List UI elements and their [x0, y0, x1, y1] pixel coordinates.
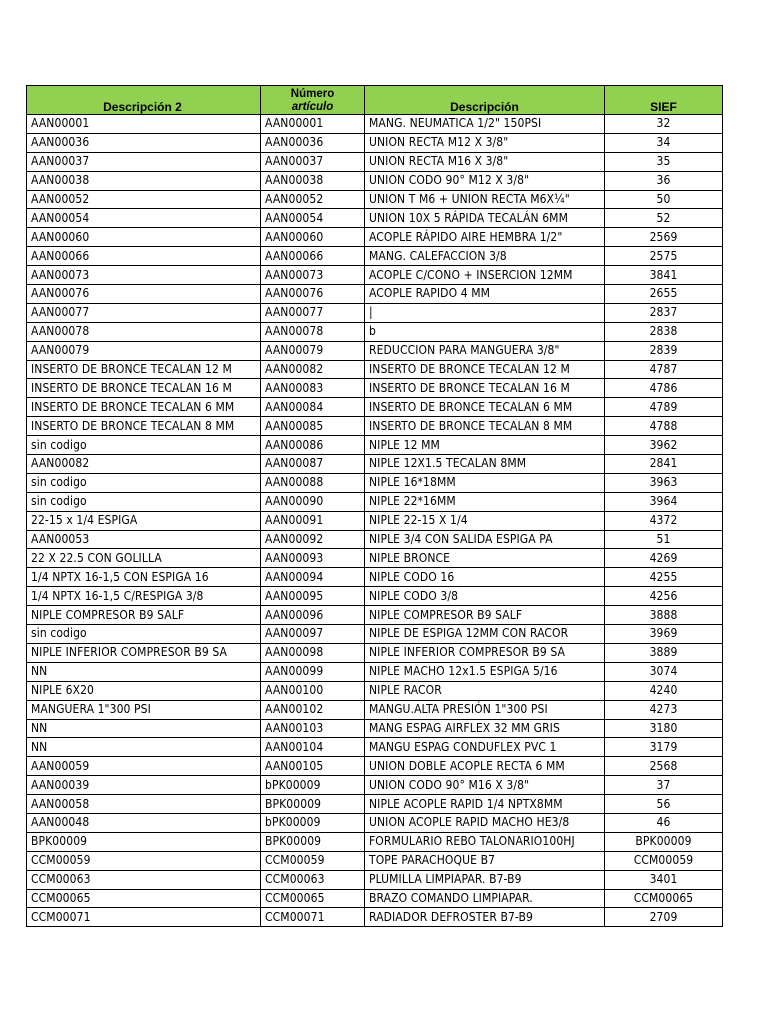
cell-descripcion: NIPLE RACOR: [365, 681, 605, 700]
cell-descripcion: NIPLE 12X1.5 TECALAN 8MM: [365, 455, 605, 474]
cell-sief: 3964: [605, 492, 723, 511]
cell-descripcion-2: CCM00065: [27, 889, 261, 908]
cell-numero-articulo: AAN00087: [261, 455, 365, 474]
cell-descripcion: UNION CODO 90° M12 X 3/8": [365, 171, 605, 190]
cell-descripcion-2: AAN00039: [27, 776, 261, 795]
cell-sief: 4787: [605, 360, 723, 379]
cell-sief: 4789: [605, 398, 723, 417]
cell-descripcion: BRAZO COMANDO LIMPIAPAR.: [365, 889, 605, 908]
cell-descripcion-2: AAN00066: [27, 247, 261, 266]
cell-descripcion: RADIADOR DEFROSTER B7-B9: [365, 908, 605, 927]
cell-numero-articulo: CCM00071: [261, 908, 365, 927]
cell-numero-articulo: AAN00083: [261, 379, 365, 398]
cell-numero-articulo: AAN00036: [261, 133, 365, 152]
cell-sief: 4255: [605, 568, 723, 587]
cell-numero-articulo: AAN00102: [261, 700, 365, 719]
header-numero-line1: Número: [290, 88, 335, 100]
cell-numero-articulo: AAN00097: [261, 625, 365, 644]
table-row: [27, 530, 723, 549]
table-row: [27, 625, 723, 644]
cell-sief: 2839: [605, 341, 723, 360]
cell-descripcion: UNION DOBLE ACOPLE RECTA 6 MM: [365, 757, 605, 776]
table-row: [27, 341, 723, 360]
cell-descripcion: NIPLE 22*16MM: [365, 492, 605, 511]
cell-descripcion: NIPLE MACHO 12x1.5 ESPIGA 5/16: [365, 662, 605, 681]
cell-numero-articulo: AAN00100: [261, 681, 365, 700]
header-numero-articulo: [261, 86, 365, 115]
table-row: [27, 303, 723, 322]
cell-numero-articulo: CCM00065: [261, 889, 365, 908]
cell-descripcion: UNION CODO 90° M16 X 3/8": [365, 776, 605, 795]
cell-sief: BPK00009: [605, 832, 723, 851]
cell-sief: 2569: [605, 228, 723, 247]
cell-sief: 35: [605, 152, 723, 171]
cell-sief: 3889: [605, 643, 723, 662]
table-row: [27, 190, 723, 209]
cell-descripcion: MANG ESPAG AIRFLEX 32 MM GRIS: [365, 719, 605, 738]
cell-numero-articulo: AAN00078: [261, 322, 365, 341]
cell-descripcion: PLUMILLA LIMPIAPAR. B7-B9: [365, 870, 605, 889]
cell-numero-articulo: AAN00001: [261, 115, 365, 134]
cell-numero-articulo: BPK00009: [261, 832, 365, 851]
cell-descripcion-2: AAN00079: [27, 341, 261, 360]
cell-descripcion: NIPLE 12 MM: [365, 436, 605, 455]
cell-sief: 4786: [605, 379, 723, 398]
cell-descripcion-2: MANGUERA 1"300 PSI: [27, 700, 261, 719]
table-row: [27, 643, 723, 662]
cell-numero-articulo: CCM00063: [261, 870, 365, 889]
cell-descripcion: MANG. CALEFACCION 3/8: [365, 247, 605, 266]
table-row: [27, 473, 723, 492]
cell-descripcion: ACOPLE RÁPIDO AIRE HEMBRA 1/2": [365, 228, 605, 247]
cell-numero-articulo: AAN00060: [261, 228, 365, 247]
table-row: [27, 549, 723, 568]
table-row: [27, 455, 723, 474]
cell-numero-articulo: AAN00103: [261, 719, 365, 738]
cell-descripcion-2: 1/4 NPTX 16-1,5 C/RESPIGA 3/8: [27, 587, 261, 606]
table-row: [27, 379, 723, 398]
cell-numero-articulo: AAN00077: [261, 303, 365, 322]
cell-descripcion-2: AAN00076: [27, 285, 261, 304]
header-descripcion-2: Descripción 2: [27, 86, 261, 115]
cell-descripcion-2: AAN00037: [27, 152, 261, 171]
cell-sief: 3841: [605, 266, 723, 285]
cell-numero-articulo: AAN00054: [261, 209, 365, 228]
cell-descripcion: NIPLE DE ESPIGA 12MM CON RACOR: [365, 625, 605, 644]
cell-sief: 52: [605, 209, 723, 228]
cell-sief: 3962: [605, 436, 723, 455]
cell-descripcion: FORMULARIO REBO TALONARIO100HJ: [365, 832, 605, 851]
cell-sief: 2838: [605, 322, 723, 341]
cell-sief: 3074: [605, 662, 723, 681]
cell-descripcion-2: AAN00077: [27, 303, 261, 322]
table-row: [27, 908, 723, 927]
table-row: [27, 795, 723, 814]
cell-descripcion-2: 1/4 NPTX 16-1,5 CON ESPIGA 16: [27, 568, 261, 587]
cell-descripcion-2: CCM00059: [27, 851, 261, 870]
cell-numero-articulo: bPK00009: [261, 776, 365, 795]
table-row: [27, 832, 723, 851]
table-row: [27, 360, 723, 379]
cell-numero-articulo: AAN00038: [261, 171, 365, 190]
table-row: [27, 152, 723, 171]
cell-descripcion-2: AAN00060: [27, 228, 261, 247]
cell-descripcion: |: [365, 303, 605, 322]
cell-numero-articulo: AAN00091: [261, 511, 365, 530]
table-row: [27, 662, 723, 681]
cell-numero-articulo: AAN00079: [261, 341, 365, 360]
cell-descripcion-2: INSERTO DE BRONCE TECALAN 8 MM: [27, 417, 261, 436]
cell-sief: 3180: [605, 719, 723, 738]
cell-numero-articulo: AAN00086: [261, 436, 365, 455]
cell-descripcion-2: AAN00073: [27, 266, 261, 285]
cell-sief: 3401: [605, 870, 723, 889]
cell-descripcion-2: AAN00082: [27, 455, 261, 474]
cell-descripcion: ACOPLE RAPIDO 4 MM: [365, 285, 605, 304]
cell-descripcion: INSERTO DE BRONCE TECALAN 6 MM: [365, 398, 605, 417]
cell-sief: 4256: [605, 587, 723, 606]
header-sief: SIEF: [605, 86, 723, 115]
cell-sief: 2837: [605, 303, 723, 322]
cell-descripcion: INSERTO DE BRONCE TECALAN 16 M: [365, 379, 605, 398]
table-row: [27, 322, 723, 341]
cell-sief: 4240: [605, 681, 723, 700]
table-row: [27, 247, 723, 266]
cell-descripcion: UNION RECTA M12 X 3/8": [365, 133, 605, 152]
cell-descripcion-2: AAN00036: [27, 133, 261, 152]
cell-sief: 4788: [605, 417, 723, 436]
table-row: [27, 587, 723, 606]
table-row: [27, 398, 723, 417]
cell-sief: 2575: [605, 247, 723, 266]
cell-descripcion: INSERTO DE BRONCE TECALAN 12 M: [365, 360, 605, 379]
cell-sief: 36: [605, 171, 723, 190]
cell-descripcion-2: AAN00058: [27, 795, 261, 814]
cell-descripcion-2: NN: [27, 662, 261, 681]
table-header-row: [27, 86, 723, 115]
cell-sief: 46: [605, 813, 723, 832]
cell-sief: 56: [605, 795, 723, 814]
cell-descripcion-2: NN: [27, 719, 261, 738]
cell-descripcion: NIPLE BRONCE: [365, 549, 605, 568]
cell-numero-articulo: AAN00084: [261, 398, 365, 417]
cell-descripcion-2: INSERTO DE BRONCE TECALAN 16 M: [27, 379, 261, 398]
cell-descripcion: ACOPLE C/CONO + INSERCION 12MM: [365, 266, 605, 285]
cell-descripcion: INSERTO DE BRONCE TECALAN 8 MM: [365, 417, 605, 436]
cell-sief: CCM00065: [605, 889, 723, 908]
cell-descripcion-2: AAN00048: [27, 813, 261, 832]
cell-descripcion-2: NN: [27, 738, 261, 757]
table-row: [27, 757, 723, 776]
cell-descripcion-2: INSERTO DE BRONCE TECALAN 6 MM: [27, 398, 261, 417]
cell-descripcion-2: AAN00053: [27, 530, 261, 549]
cell-descripcion-2: AAN00078: [27, 322, 261, 341]
table-row: [27, 492, 723, 511]
cell-descripcion: NIPLE 3/4 CON SALIDA ESPIGA PA: [365, 530, 605, 549]
table-row: [27, 266, 723, 285]
cell-sief: 2709: [605, 908, 723, 927]
cell-numero-articulo: AAN00099: [261, 662, 365, 681]
cell-numero-articulo: AAN00095: [261, 587, 365, 606]
cell-numero-articulo: AAN00066: [261, 247, 365, 266]
cell-descripcion-2: NIPLE 6X20: [27, 681, 261, 700]
table-row: [27, 285, 723, 304]
table-row: [27, 851, 723, 870]
cell-numero-articulo: AAN00098: [261, 643, 365, 662]
cell-descripcion-2: NIPLE INFERIOR COMPRESOR B9 SA: [27, 643, 261, 662]
header-numero-line2: artículo: [291, 101, 334, 113]
cell-sief: 34: [605, 133, 723, 152]
cell-sief: 37: [605, 776, 723, 795]
cell-descripcion: REDUCCION PARA MANGUERA 3/8": [365, 341, 605, 360]
cell-descripcion-2: 22-15 x 1/4 ESPIGA: [27, 511, 261, 530]
cell-descripcion: UNION RECTA M16 X 3/8": [365, 152, 605, 171]
table-row: [27, 568, 723, 587]
cell-descripcion: UNION 10X 5 RÁPIDA TECALÁN 6MM: [365, 209, 605, 228]
table-row: [27, 511, 723, 530]
cell-sief: 4273: [605, 700, 723, 719]
cell-numero-articulo: AAN00090: [261, 492, 365, 511]
cell-sief: 4269: [605, 549, 723, 568]
table-row: [27, 681, 723, 700]
cell-descripcion-2: AAN00038: [27, 171, 261, 190]
cell-sief: 4372: [605, 511, 723, 530]
cell-numero-articulo: AAN00073: [261, 266, 365, 285]
cell-sief: 2655: [605, 285, 723, 304]
parts-table: [26, 85, 723, 927]
cell-numero-articulo: AAN00037: [261, 152, 365, 171]
cell-descripcion: MANGU.ALTA PRESIÓN 1"300 PSI: [365, 700, 605, 719]
cell-descripcion-2: AAN00052: [27, 190, 261, 209]
cell-descripcion-2: AAN00059: [27, 757, 261, 776]
cell-numero-articulo: AAN00094: [261, 568, 365, 587]
table-row: [27, 417, 723, 436]
cell-descripcion-2: INSERTO DE BRONCE TECALAN 12 M: [27, 360, 261, 379]
cell-numero-articulo: BPK00009: [261, 795, 365, 814]
cell-numero-articulo: AAN00085: [261, 417, 365, 436]
cell-descripcion-2: sin codigo: [27, 625, 261, 644]
cell-numero-articulo: AAN00104: [261, 738, 365, 757]
cell-sief: 3888: [605, 606, 723, 625]
cell-numero-articulo: bPK00009: [261, 813, 365, 832]
cell-numero-articulo: AAN00096: [261, 606, 365, 625]
cell-numero-articulo: AAN00082: [261, 360, 365, 379]
table-row: [27, 115, 723, 134]
cell-sief: 51: [605, 530, 723, 549]
cell-descripcion-2: BPK00009: [27, 832, 261, 851]
cell-descripcion-2: CCM00071: [27, 908, 261, 927]
cell-descripcion-2: 22 X 22.5 CON GOLILLA: [27, 549, 261, 568]
cell-sief: 50: [605, 190, 723, 209]
table-row: [27, 719, 723, 738]
cell-descripcion: NIPLE 16*18MM: [365, 473, 605, 492]
table-row: [27, 171, 723, 190]
table-row: [27, 133, 723, 152]
cell-descripcion-2: NIPLE COMPRESOR B9 SALF: [27, 606, 261, 625]
cell-numero-articulo: AAN00093: [261, 549, 365, 568]
table-row: [27, 209, 723, 228]
cell-descripcion-2: sin codigo: [27, 436, 261, 455]
table-row: [27, 606, 723, 625]
cell-descripcion-2: AAN00001: [27, 115, 261, 134]
cell-numero-articulo: AAN00105: [261, 757, 365, 776]
cell-descripcion: NIPLE INFERIOR COMPRESOR B9 SA: [365, 643, 605, 662]
cell-numero-articulo: CCM00059: [261, 851, 365, 870]
table-row: [27, 700, 723, 719]
cell-sief: 2841: [605, 455, 723, 474]
cell-sief: 3963: [605, 473, 723, 492]
cell-numero-articulo: AAN00088: [261, 473, 365, 492]
cell-descripcion: MANG. NEUMATICA 1/2" 150PSI: [365, 115, 605, 134]
cell-descripcion: NIPLE 22-15 X 1/4: [365, 511, 605, 530]
cell-sief: 3179: [605, 738, 723, 757]
table-row: [27, 889, 723, 908]
cell-descripcion: b: [365, 322, 605, 341]
cell-descripcion: NIPLE CODO 16: [365, 568, 605, 587]
cell-descripcion-2: CCM00063: [27, 870, 261, 889]
cell-descripcion: TOPE PARACHOQUE B7: [365, 851, 605, 870]
cell-descripcion: MANGU ESPAG CONDUFLEX PVC 1: [365, 738, 605, 757]
cell-descripcion: NIPLE COMPRESOR B9 SALF: [365, 606, 605, 625]
table-row: [27, 813, 723, 832]
cell-descripcion: NIPLE ACOPLE RAPID 1/4 NPTX8MM: [365, 795, 605, 814]
cell-numero-articulo: AAN00076: [261, 285, 365, 304]
header-descripcion: Descripción: [365, 86, 605, 115]
cell-numero-articulo: AAN00052: [261, 190, 365, 209]
cell-sief: CCM00059: [605, 851, 723, 870]
cell-sief: 3969: [605, 625, 723, 644]
cell-sief: 2568: [605, 757, 723, 776]
table-row: [27, 870, 723, 889]
table-row: [27, 228, 723, 247]
cell-descripcion-2: sin codigo: [27, 473, 261, 492]
cell-sief: 32: [605, 115, 723, 134]
cell-descripcion: NIPLE CODO 3/8: [365, 587, 605, 606]
cell-descripcion-2: sin codigo: [27, 492, 261, 511]
cell-descripcion-2: AAN00054: [27, 209, 261, 228]
table-row: [27, 436, 723, 455]
cell-descripcion: UNION ACOPLE RAPID MACHO HE3/8: [365, 813, 605, 832]
cell-descripcion: UNION T M6 + UNION RECTA M6X¼": [365, 190, 605, 209]
cell-numero-articulo: AAN00092: [261, 530, 365, 549]
table-row: [27, 776, 723, 795]
table-row: [27, 738, 723, 757]
